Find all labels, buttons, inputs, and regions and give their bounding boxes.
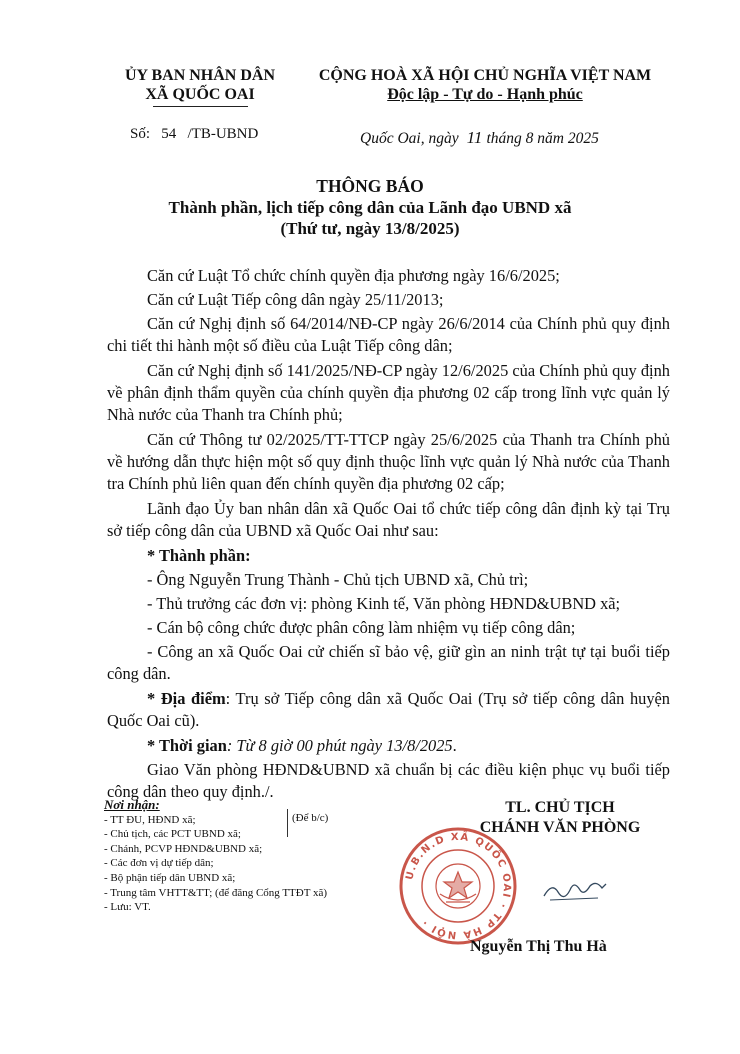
participants-heading: * Thành phần: <box>147 546 251 565</box>
svg-text:U.B.N.D XÃ QUỐC OAI · TP HÀ NỘ: U.B.N.D XÃ QUỐC OAI · TP HÀ NỘI · <box>404 831 513 941</box>
body-paragraph: Căn cứ Thông tư 02/2025/TT-TTCP ngày 25/6/2025 của Thanh tra Chính phủ về hướng dẫn thực hiện một số quy định thuộc lĩnh vực quản lý Nhà nước của Thanh tra Chính phủ liên quan đến chính quyền địa phương 02 cấp; <box>107 430 670 493</box>
signer-title-1: TL. CHỦ TỊCH <box>505 799 615 816</box>
body-paragraph: Lãnh đạo Ủy ban nhân dân xã Quốc Oai tổ chức tiếp công dân định kỳ tại Trụ sở tiếp công dân của UBND xã Quốc Oai như sau: <box>107 499 670 540</box>
recipients-heading: Nơi nhận: <box>104 797 160 812</box>
participant-item: - Thủ trưởng các đơn vị: phòng Kinh tế, Văn phòng HĐND&UBND xã; <box>147 594 621 613</box>
authority-line-1: ỦY BAN NHÂN DÂN <box>124 67 276 84</box>
document-number <box>130 126 258 143</box>
recipient-item: - Trung tâm VHTT&TT; (để đăng Cổng TTĐT xã) <box>104 886 328 899</box>
body-paragraph: Căn cứ Luật Tiếp công dân ngày 25/11/2013; <box>147 290 444 309</box>
place-date-suffix: tháng 8 năm 2025 <box>486 130 599 147</box>
doc-number-value: 54 <box>161 126 177 142</box>
place-date-prefix: Quốc Oai, ngày <box>360 130 459 147</box>
official-seal-icon <box>398 826 518 946</box>
nation-name: CỘNG HOÀ XÃ HỘI CHỦ NGHĨA VIỆT NAM <box>318 67 652 84</box>
location-paragraph <box>107 688 670 732</box>
document-title <box>100 176 640 239</box>
title-line-1: THÔNG BÁO <box>316 176 424 196</box>
participant-item: - Công an xã Quốc Oai cử chiến sĩ bảo vệ, giữ gìn an ninh trật tự tại buổi tiếp công dân. <box>107 642 670 683</box>
body-paragraph: Căn cứ Nghị định số 141/2025/NĐ-CP ngày 12/6/2025 của Chính phủ quy định về phân định thẩm quyền của chính quyền địa phương 02 cấp trong lĩnh vực quản lý Nhà nước của Thanh tra Chính phủ; <box>107 361 670 424</box>
recipients-list <box>104 798 384 915</box>
issuing-authority <box>100 66 300 107</box>
authority-line-2: XÃ QUỐC OAI <box>145 86 255 103</box>
motto: Độc lập - Tự do - Hạnh phúc <box>387 86 583 103</box>
national-motto <box>300 66 670 104</box>
participant-item: - Cán bộ công chức được phân công làm nhiệm vụ tiếp công dân; <box>147 618 576 637</box>
title-line-3: (Thứ tư, ngày 13/8/2025) <box>280 219 460 238</box>
body-paragraph: Căn cứ Nghị định số 64/2014/NĐ-CP ngày 26/6/2014 của Chính phủ quy định chi tiết thi hành một số điều của Luật Tiếp công dân; <box>107 314 670 355</box>
time-end: . <box>452 736 457 755</box>
title-line-2: Thành phần, lịch tiếp công dân của Lãnh đạo UBND xã <box>168 198 572 217</box>
location-label: * Địa điểm <box>147 689 226 708</box>
signer-name: Nguyễn Thị Thu Hà <box>470 938 607 955</box>
recipient-item: - Các đơn vị dự tiếp dân; <box>104 857 214 870</box>
participant-item: - Ông Nguyễn Trung Thành - Chủ tịch UBND xã, Chủ trì; <box>147 570 529 589</box>
recipients-brace <box>287 809 288 837</box>
authority-underline <box>153 106 248 107</box>
place-date <box>360 128 599 148</box>
recipient-item: - Chánh, PCVP HĐND&UBND xã; <box>104 842 263 855</box>
handwritten-signature-icon <box>540 876 610 906</box>
date-day: 11 <box>466 128 483 147</box>
location-text: : Trụ sở Tiếp công dân xã Quốc Oai (Trụ sở tiếp công dân huyện Quốc Oai cũ). <box>107 689 671 730</box>
body-paragraph: Căn cứ Luật Tổ chức chính quyền địa phương ngày 16/6/2025; <box>147 266 560 285</box>
time-paragraph <box>107 735 670 757</box>
recipient-item: - TT ĐU, HĐND xã; <box>104 813 196 826</box>
time-text: : Từ 8 giờ 00 phút ngày 13/8/2025 <box>226 736 453 755</box>
signer-title-2: CHÁNH VĂN PHÒNG <box>479 819 641 836</box>
brace-note: (Để b/c) <box>292 812 329 824</box>
document-body <box>107 265 670 806</box>
recipient-item: - Chủ tịch, các PCT UBND xã; <box>104 828 241 841</box>
body-paragraph: Giao Văn phòng HĐND&UBND xã chuẩn bị các điều kiện phục vụ buổi tiếp công dân theo quy định./. <box>107 760 670 801</box>
recipient-item: - Bộ phận tiếp dân UBND xã; <box>104 871 236 884</box>
recipient-item: - Lưu: VT. <box>104 901 151 914</box>
time-label: * Thời gian <box>147 736 227 755</box>
doc-number-label: Số: <box>130 126 151 142</box>
doc-number-suffix: /TB-UBND <box>187 126 259 142</box>
